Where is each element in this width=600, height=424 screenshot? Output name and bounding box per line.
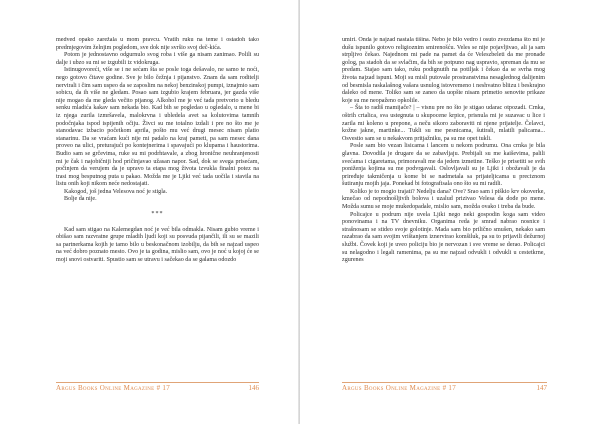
paragraph: Policajce u podrum nije uvela Ljiki nego neki gospodin koga sam video ponovinama i na TV dnevniku. Organima reda je smrad nabrao nosnice i strašnosam se stideo svoje golotinje. Mada sam bio prilično smušen, nekako sam razabrao da sam svojim vrištanjem iznervirao komšiluk, pa su to prijavili dežurnoj službi. Čovek koji je uvеo policiju bio je nervozan i sve vreme se derao. Policajci su nelagodno i legali ramenima, pa su me najzad odvukli i odvukli u cestetkrne, zgurenеs — [342, 211, 545, 264]
magazine-title: Argus Books Online Magazine # 17 — [56, 384, 171, 392]
paragraph: Kad sam stigao na Kalemegdan noć je već bila odmakla. Nisam gubio vreme i obišao sam razvratne grupe mladih ljudi koji su posvuda pijančili, ili su se mazili sa partnerkama kojih je tamo bilo u beskonačnom izobilju, da bih se najzad uspeo na već dobro poznato mesto. Ovo je ta godina, mislio sam, ovo je noć u kojoj će se moji snovi ostvariti. Spustio sam se utravu i sačekao da se galama odozdo — [56, 226, 259, 264]
paragraph: Kakogod, još jedna Velesova noć je stigla. — [64, 188, 168, 195]
right-page — [300, 0, 600, 424]
magazine-title: Argus Books Online Magazine # 17 — [342, 384, 457, 392]
paragraph: – Šta to radiš mamijače? | – visnu pre no što je stigao udarac otpozadi. Crnka, oštrih crtalica, sva ustegnuta u skupocene krpice, prisnula mi je suzavac u lice i zarila mi koleno u prepone, a neču sikoro zaboraviti ni njene prijatelje. Čelavci, kožne jakne, martinke... Tukli su me pesnicama, šutirali, mlatili palicama... Osvestio sam se u nekakvom pritjažniku, pa su me opet tukli. — [342, 105, 545, 142]
left-page-footer — [56, 382, 259, 392]
section-break: *** — [151, 211, 164, 218]
paragraph: medved opako zarežala u mom pravcu. Vratih ruku na teme i ostadoh tako predmjegovim želnjim pogledom, sve dok nije svršio svoj deč-kića. — [56, 37, 259, 51]
paragraph: Bolje da nije. — [64, 196, 97, 203]
right-page-body — [342, 37, 545, 379]
paragraph: umiri. Onda je najzad nastala tišina. Nebo je bilo vedro i osuto zvezdama što mi je dušu ispunilo gotovo religioznim smirenošću. Veles se nije pojavljivao, ali ja sam strpljivo čekao. Najednom mi pade na pamet da će Veleszbeleti da me pronađe golog, pa stadoh da se svlačim, da bih se potpuno nag uspravio, spreman da mu se predam. Stajao sam tako, ruku podignutih na potiljak i čekao da se svrha mog života najzad ispuni. Moji su misli putovale prostranstvima nesaglednog dalijenim od besmisla raskalašnog vašara usnulog istovremeno i neshvatno bliizu i beskrajno daleko od mene. Toliko sam se zanео da uopšte nisam primetio senovite prikaze koje su me neopaženo opkolile. — [342, 37, 545, 104]
page-number: 146 — [248, 384, 259, 392]
left-page-body — [56, 37, 259, 379]
paragraph: Koliko je to mogio trajati? Nedelju dana? Ove? Srao sam i piškio krv okoverke, kmečao od nepodnošljivih bolova i uzalud prizivao Velesa da dođe po mene. Možda sumu se moje mukedopadale, mislio sam, možda ovako i treba da bude. — [342, 188, 545, 211]
right-page-footer — [342, 382, 547, 392]
paragraph: Istinugovoreći, više se i ne sećam šta se posle toga dešavalo, ne samo te noći, nego gotovo čitave godine. Sve je bilo čežnja i pijanstvo. Znam da sam roditelji nervirali i čim sam uspeo da se zaposlim na nekoj benzinskoj pumpi, iznajmio sam sobicu, da ih više ne gledam. Posao sam izgubio krajem februara, jer gazda više nije mogao da me gleda večito pijanog. Alkohol me je već tada pretvorio u bledu senku mladića kakav sam nekada bio. Kad bih se pogledao u ogledalo, u mene bi iz njega zurila izmršavela, malokrvna i ubledela avet sa kolutovima tamnih podočnjaka ispod ispijenih očiju. Živci su me totalno izdali i pre no što me je stanodavac izbacio početkom aprila, pošto mu već drugi mesec nisam platio stanarinu. Da se vraćam kući nije mi padalo na kraj pameti, pa sam mesec dana proveo na ulici, preturajući po kontejnerima i spavajući po klupama i haustorima. Budio sam se grčevima, ruke su mi podrhtavale, a zbog hronične neuhranjenosti mi je čak i najobičniji hod pričinjavao užasan napor. Sad, dok se svega prisećam, počinjem da verujem da je upravo ta etapa mog života izvukla finalni potez na trasi mog besputnog puta u pakao. Možda me je Ljiki već tada uočila i stavila na listu onih koji nikom neće nedostajati. — [56, 67, 259, 188]
page-number: 147 — [536, 384, 547, 392]
paragraph: Posle sam bio vezan lisicama i lancem u nekom podrumu. Ona crnka je bila glavna. Dovodila je drugare da se zabavljaju. Prebijali su me kaiševima, palili svećama i cigaretama, primoravali me da jedem izmetine. Teško je prisetiti se svih poniženja kojima su me podvrgavali. Oslovljavali su je Ljiki i obožavali je da prirеđuje takmičenja u kome bi se nadmetala sa prijateljicama u preciznom šutiranju mojih jaja. Ponekad bi fotografisala ono što su mi radili. — [342, 143, 545, 188]
paragraph: Potom je jednostavno odgurnulo svog roba i više ga nisam zanimao. Polili su dalje i ubzo su mi se izgubili iz vidokruga. — [56, 52, 259, 66]
